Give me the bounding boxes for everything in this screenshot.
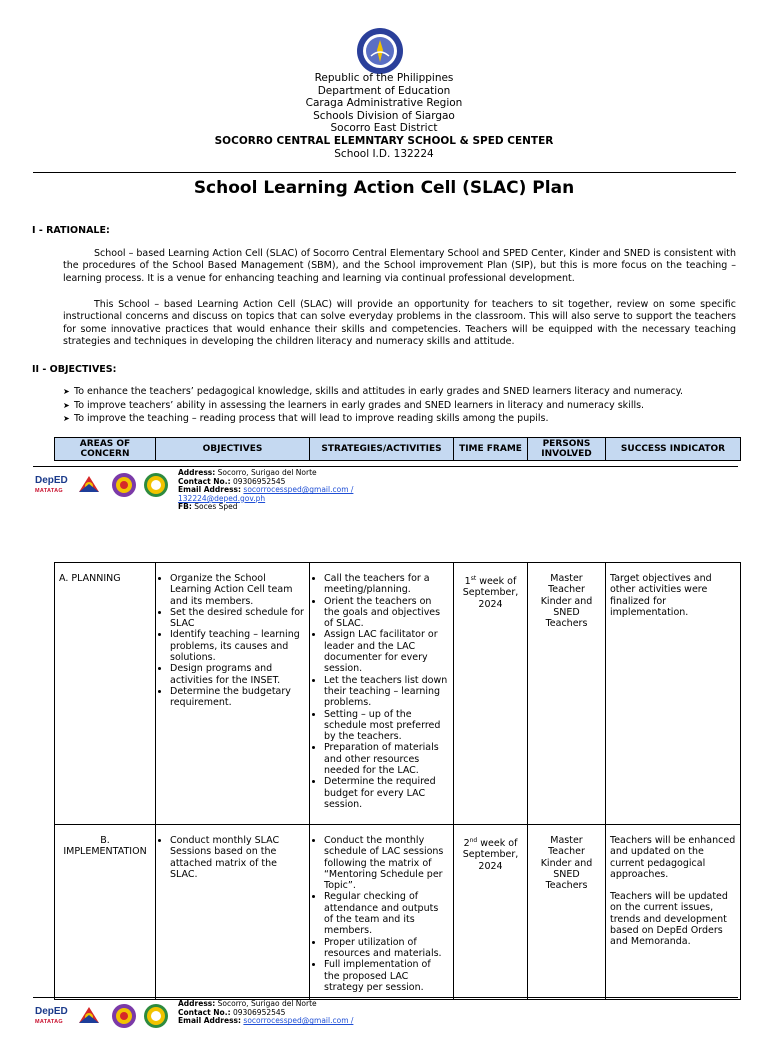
footer-contact-info: Address: Socorro, Surigao del Norte Contact No.: 09306952545 Email Address: socorrocessped@gmail.com / 132224@deped.gov.ph FB: Soces Sped (178, 468, 354, 512)
rationale-paragraph-2 (63, 299, 736, 349)
objectives-heading: II - OBJECTIVES: (32, 364, 117, 375)
column-header-areas: AREAS OF CONCERN (55, 438, 156, 461)
arrow-bullet-icon: ➤ (63, 400, 70, 410)
rationale-heading: I - RATIONALE: (32, 225, 110, 236)
objective-item: ➤ To improve teachers’ ability in assessing the learners in early grades and SNED learners in literacy and numeracy skills. (63, 399, 645, 411)
header-line: Department of Education (317, 84, 451, 97)
time-frame-cell: 1st week of September, 2024 (454, 563, 528, 825)
footer-contact: 09306952545 (232, 476, 286, 486)
footer-contact-info: Address: Socorro, Surigao del Norte Contact No.: 09306952545 Email Address: socorrocessped@gmail.com / (178, 999, 354, 1026)
header-line: Caraga Administrative Region (305, 97, 463, 110)
footer-divider (33, 466, 738, 467)
footer-fb: Soces Sped (194, 502, 238, 512)
arrow-bullet-icon: ➤ (63, 414, 70, 424)
arrow-bullet-icon: ➤ (63, 387, 70, 396)
strategies-cell: • Conduct the monthly schedule of LAC sessions following the matrix of “Mentoring Schedule per Topic”. • Regular checking of attendance and outputs of the team and its members. • Proper utilization of resources and materials. • Full implementation of the proposed LAC strategy per session. (310, 825, 454, 1000)
success-indicator-cell: Target objectives and other activities were finalized for implementation. (606, 563, 741, 825)
page-footer (33, 466, 738, 522)
table-row (55, 563, 741, 825)
letterhead (0, 72, 768, 160)
header-divider (33, 172, 736, 173)
objectives-cell: • Conduct monthly SLAC Sessions based on the attached matrix of the SLAC. (156, 825, 310, 1000)
deped-matatag-logo: DepED MATATAG (35, 1006, 68, 1025)
time-frame-cell: 2nd week of September, 2024 (454, 825, 528, 1000)
column-header-time-frame: TIME FRAME (454, 438, 528, 461)
rationale-paragraph-1 (63, 248, 736, 285)
footer-address: Socorro, Surigao del Norte (217, 999, 317, 1008)
rationale-text-1: School – based Learning Action Cell (SLAC) of Socorro Central Elementary School and SPED Center, Kinder and SNED is consistent with the procedures of the School Based Management (SBM), and the School improvement Plan (SIP), but this is more focus on the teaching – learning process. It is a venue for enhancing teaching and learning via continual professional development. (63, 248, 736, 284)
footer-email-link[interactable]: socorrocessped@gmail.com / (243, 1016, 354, 1026)
header-line: Socorro East District (330, 122, 438, 135)
footer-email-link[interactable]: socorrocessped@gmail.com / (243, 485, 354, 495)
objective-item: ➤ To enhance the teachers’ pedagogical knowledge, skills and attitudes in early grades and SNED learners literacy and numeracy. (63, 386, 684, 397)
school-seal-icon (143, 1003, 169, 1029)
deped-seal-icon (355, 26, 405, 76)
deped-matatag-logo: DepED MATATAG (35, 475, 68, 494)
footer-contact: 09306952545 (232, 1007, 286, 1017)
division-seal-icon (111, 1003, 137, 1029)
footer-email-link-2[interactable]: 132224@deped.gov.ph (178, 493, 266, 503)
persons-cell: Master Teacher Kinder and SNED Teachers (528, 825, 606, 1000)
persons-cell: Master Teacher Kinder and SNED Teachers (528, 563, 606, 825)
school-id: School I.D. 132224 (334, 147, 434, 160)
rationale-text-2: This School – based Learning Action Cell (SLAC) will provide an opportunity for teachers to sit together, review on some specific instructional concerns and discuss on topics that can solve everyday problems in the classroom. This will also serve to support the teachers for some innovative practices that would enhance their skills and competencies. Teachers will be equipped with the necessary teaching strategies and techniques in developing the children literacy and numeracy skills and attitude. (63, 299, 736, 348)
header-line: Schools Division of Siargao (313, 109, 455, 122)
column-header-success: SUCCESS INDICATOR (606, 438, 741, 461)
plan-table-header (54, 437, 741, 461)
footer-address: Socorro, Surigao del Norte (217, 468, 317, 477)
header-line: Republic of the Philippines (314, 72, 454, 84)
column-header-strategies: STRATEGIES/ACTIVITIES (310, 438, 454, 461)
school-seal-icon (143, 472, 169, 498)
footer-divider (33, 997, 738, 998)
table-row (55, 825, 741, 1000)
column-header-objectives: OBJECTIVES (156, 438, 310, 461)
success-indicator-cell: Teachers will be enhanced and updated on the current pedagogical approaches. Teachers will be updated on the current issues, trends and development based on DepEd Orders and Memoranda. (606, 825, 741, 1000)
division-seal-icon (111, 472, 137, 498)
objective-item: ➤ To improve the teaching – reading process that will lead to improve reading skills among the pupils. (63, 413, 549, 425)
plan-table (54, 562, 741, 1000)
area-cell: A. PLANNING (55, 563, 156, 825)
page-footer (33, 997, 738, 1053)
school-name: SOCORRO CENTRAL ELEMNTARY SCHOOL & SPED CENTER (214, 134, 554, 147)
bagong-pilipinas-logo-icon (76, 1003, 102, 1029)
column-header-persons: PERSONS INVOLVED (528, 438, 606, 461)
area-cell: B. IMPLEMENTATION (55, 825, 156, 1000)
document-title: School Learning Action Cell (SLAC) Plan (193, 178, 575, 198)
bagong-pilipinas-logo-icon (76, 472, 102, 498)
objectives-cell: • Organize the School Learning Action Cell team and its members. • Set the desired schedule for SLAC • Identify teaching – learning problems, its causes and solutions. • Design programs and activities for the INSET. • Determine the budgetary requirement. (156, 563, 310, 825)
objectives-list (63, 385, 743, 426)
strategies-cell: • Call the teachers for a meeting/planning. • Orient the teachers on the goals and objectives of SLAC. • Assign LAC facilitator or leader and the LAC documenter for every session. • Let the teachers list down their teaching – learning problems. • Setting – up of the schedule most preferred by the teachers. • Preparation of materials and other resources needed for the LAC. • Determine the required budget for every LAC session. (310, 563, 454, 825)
